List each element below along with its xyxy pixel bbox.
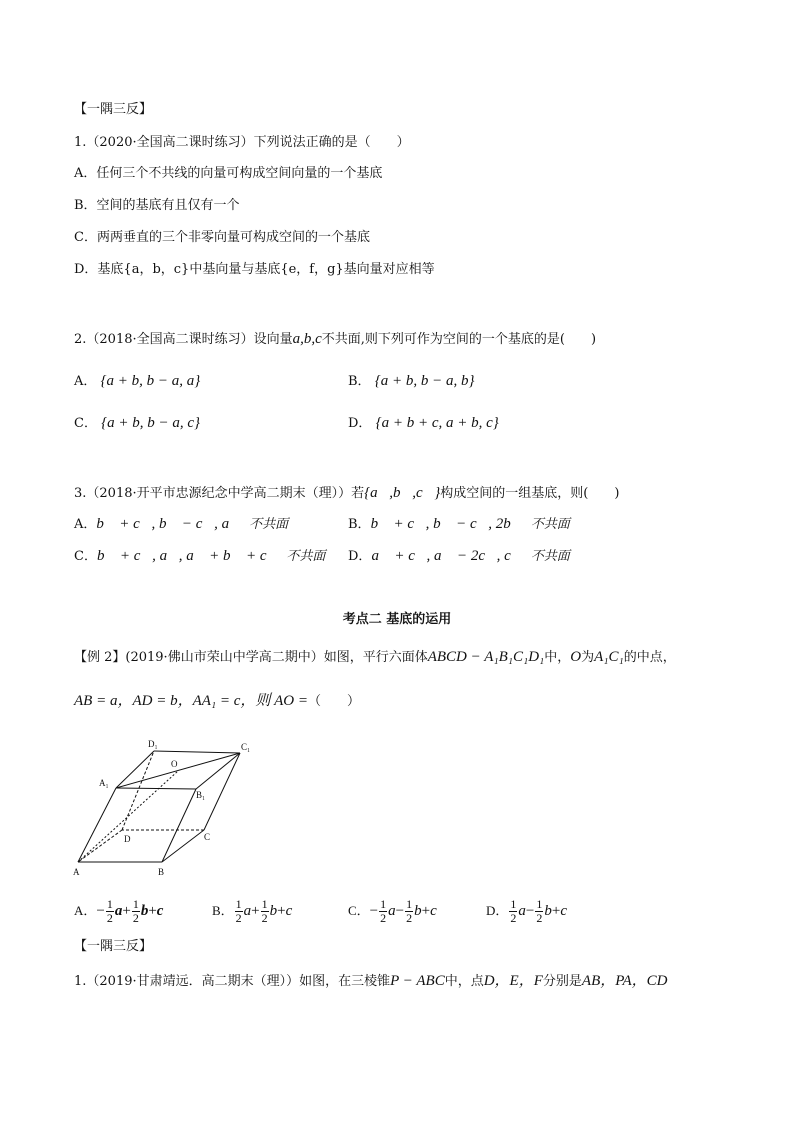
- b2q1-points: D，E，F: [483, 973, 543, 989]
- ex-d-label: D．: [486, 902, 509, 918]
- q3-option-d: [348, 547, 570, 566]
- q2-option-b: [348, 372, 474, 391]
- q1-option-c: C．两两垂直的三个非零向量可构成空间的一个基底: [74, 230, 370, 245]
- q2-stem-suffix: 不共面,则下列可作为空间的一个基底的是( ): [321, 332, 597, 347]
- example-stem-line2: [74, 692, 360, 711]
- edge-c1-b1: [196, 753, 240, 789]
- label-c1: C₁: [241, 742, 251, 752]
- q3-a-note: 不共面: [249, 517, 289, 532]
- q2-option-d: [348, 414, 499, 433]
- label-d1: D₁: [148, 739, 158, 749]
- q3-b-math: b⃗ + c⃗, b⃗ − c⃗, 2b⃗: [370, 516, 523, 532]
- example-stem-math3: A₁C₁: [594, 649, 624, 665]
- q3-option-c: [74, 547, 325, 566]
- example-stem-math2: O: [570, 649, 582, 665]
- example-line2-paren: （ ）: [308, 694, 361, 709]
- ex-b-label: B．: [212, 902, 234, 918]
- q3-d-math: a⃗ + c⃗, a⃗ − 2c⃗, c⃗: [371, 548, 523, 564]
- example-stem-mid: 中，: [544, 650, 571, 665]
- edge-b-b1: [162, 789, 196, 862]
- q2-stem-math: a,b,c: [292, 331, 322, 347]
- section-title-2: 考点二 基底的运用: [342, 612, 452, 627]
- q2-b-label: B．: [348, 374, 371, 389]
- example-stem-suffix: 的中点，: [623, 650, 676, 665]
- q3-d-label: D．: [348, 549, 372, 564]
- block2-q1-stem: [74, 972, 667, 991]
- q2-b-math: {a + b, b − a, b}: [374, 373, 475, 389]
- section-heading-1: 【一隅三反】: [74, 102, 153, 117]
- example-line2-math: AB = a，AD = b，AA₁ = c，则 AO =: [74, 693, 309, 709]
- edge-b1-a1: [116, 788, 196, 789]
- q3-stem: [74, 484, 619, 503]
- q3-option-a: [74, 515, 288, 534]
- example-option-b: B． $\frac{1}{2}$ a+ $\frac{1}{2}$ b+c: [212, 897, 293, 925]
- example-option-c: C．− $\frac{1}{2}$ a− $\frac{1}{2}$ b+c: [348, 897, 437, 925]
- q3-stem-prefix: 3.（2018·开平市忠源纪念中学高二期末（理））若: [74, 486, 365, 501]
- q1-stem: 1.（2020·全国高二课时练习）下列说法正确的是（ ）: [74, 135, 410, 150]
- q1-option-d: D．基底{a，b，c}中基向量与基底{e，f，g}基向量对应相等: [74, 262, 435, 277]
- label-a: A: [73, 867, 80, 877]
- label-d: D: [124, 834, 131, 844]
- edge-a-a1: [78, 788, 116, 862]
- b2q1-mid: 中，点: [444, 974, 484, 989]
- q2-a-label: A．: [74, 374, 97, 389]
- example-stem-line1: [74, 648, 676, 667]
- ex-a-label: A．: [74, 902, 97, 918]
- b2q1-segs: AB，PA，CD: [581, 973, 668, 989]
- q3-c-math: b⃗ + c⃗, a⃗, a⃗ + b⃗ + c⃗: [96, 548, 279, 564]
- q3-a-label: A．: [74, 517, 97, 532]
- q1-option-b: B．空间的基底有且仅有一个: [74, 198, 240, 213]
- label-c: C: [204, 832, 211, 842]
- edge-d1-c1: [154, 751, 240, 753]
- parallelepiped-figure: [70, 736, 270, 882]
- q3-stem-suffix: 构成空间的一组基底，则( ): [440, 486, 620, 501]
- b2q1-prefix: 1.（2019·甘肃靖远．高二期末（理））如图，在三棱锥: [74, 974, 391, 989]
- example-stem-mid2: 为: [581, 650, 595, 665]
- ex-c-label: C．: [348, 902, 370, 918]
- label-a1: A₁: [99, 778, 109, 788]
- q2-stem-prefix: 2.（2018·全国高二课时练习）设向量: [74, 332, 293, 347]
- q2-c-math: {a + b, b − a, c}: [101, 415, 200, 431]
- q2-stem: [74, 330, 596, 349]
- q3-d-note: 不共面: [530, 549, 570, 564]
- example-option-a: A．− $\frac{1}{2}$ a+ $\frac{1}{2}$ b+c: [74, 897, 164, 925]
- q3-b-note: 不共面: [530, 517, 570, 532]
- q2-c-label: C．: [74, 416, 97, 431]
- q2-d-label: D．: [348, 416, 372, 431]
- label-b1: B₁: [196, 790, 206, 800]
- example-stem-math1: ABCD − A₁B₁C₁D₁: [427, 649, 545, 665]
- q2-d-math: {a + b + c, a + b, c}: [375, 415, 499, 431]
- q3-c-label: C．: [74, 549, 97, 564]
- q3-a-math: b⃗ + c⃗, b⃗ − c⃗, a⃗: [96, 516, 241, 532]
- section-heading-3: 【一隅三反】: [74, 939, 153, 954]
- q2-a-math: {a + b, b − a, a}: [100, 373, 201, 389]
- b2q1-mid2: 分别是: [542, 974, 582, 989]
- q3-option-b: [348, 515, 570, 534]
- q1-option-a: A．任何三个不共线的向量可构成空间向量的一个基底: [74, 166, 383, 181]
- edge-c-c1: [204, 753, 240, 830]
- q2-option-c: [74, 414, 200, 433]
- label-b: B: [158, 867, 165, 877]
- label-o: O: [171, 759, 178, 769]
- edge-d-a: [78, 830, 122, 862]
- q3-c-note: 不共面: [286, 549, 326, 564]
- q3-stem-math: {a⃗,b⃗,c⃗}: [364, 485, 441, 501]
- q3-b-label: B．: [348, 517, 371, 532]
- example-stem-prefix: 【例 2】(2019·佛山市荣山中学高二期中）如图，平行六面体: [74, 650, 428, 665]
- example-option-d: D． $\frac{1}{2}$ a− $\frac{1}{2}$ b+c: [486, 897, 567, 925]
- edge-b-c: [162, 830, 204, 862]
- q2-option-a: [74, 372, 200, 391]
- b2q1-math: P − ABC: [390, 973, 445, 989]
